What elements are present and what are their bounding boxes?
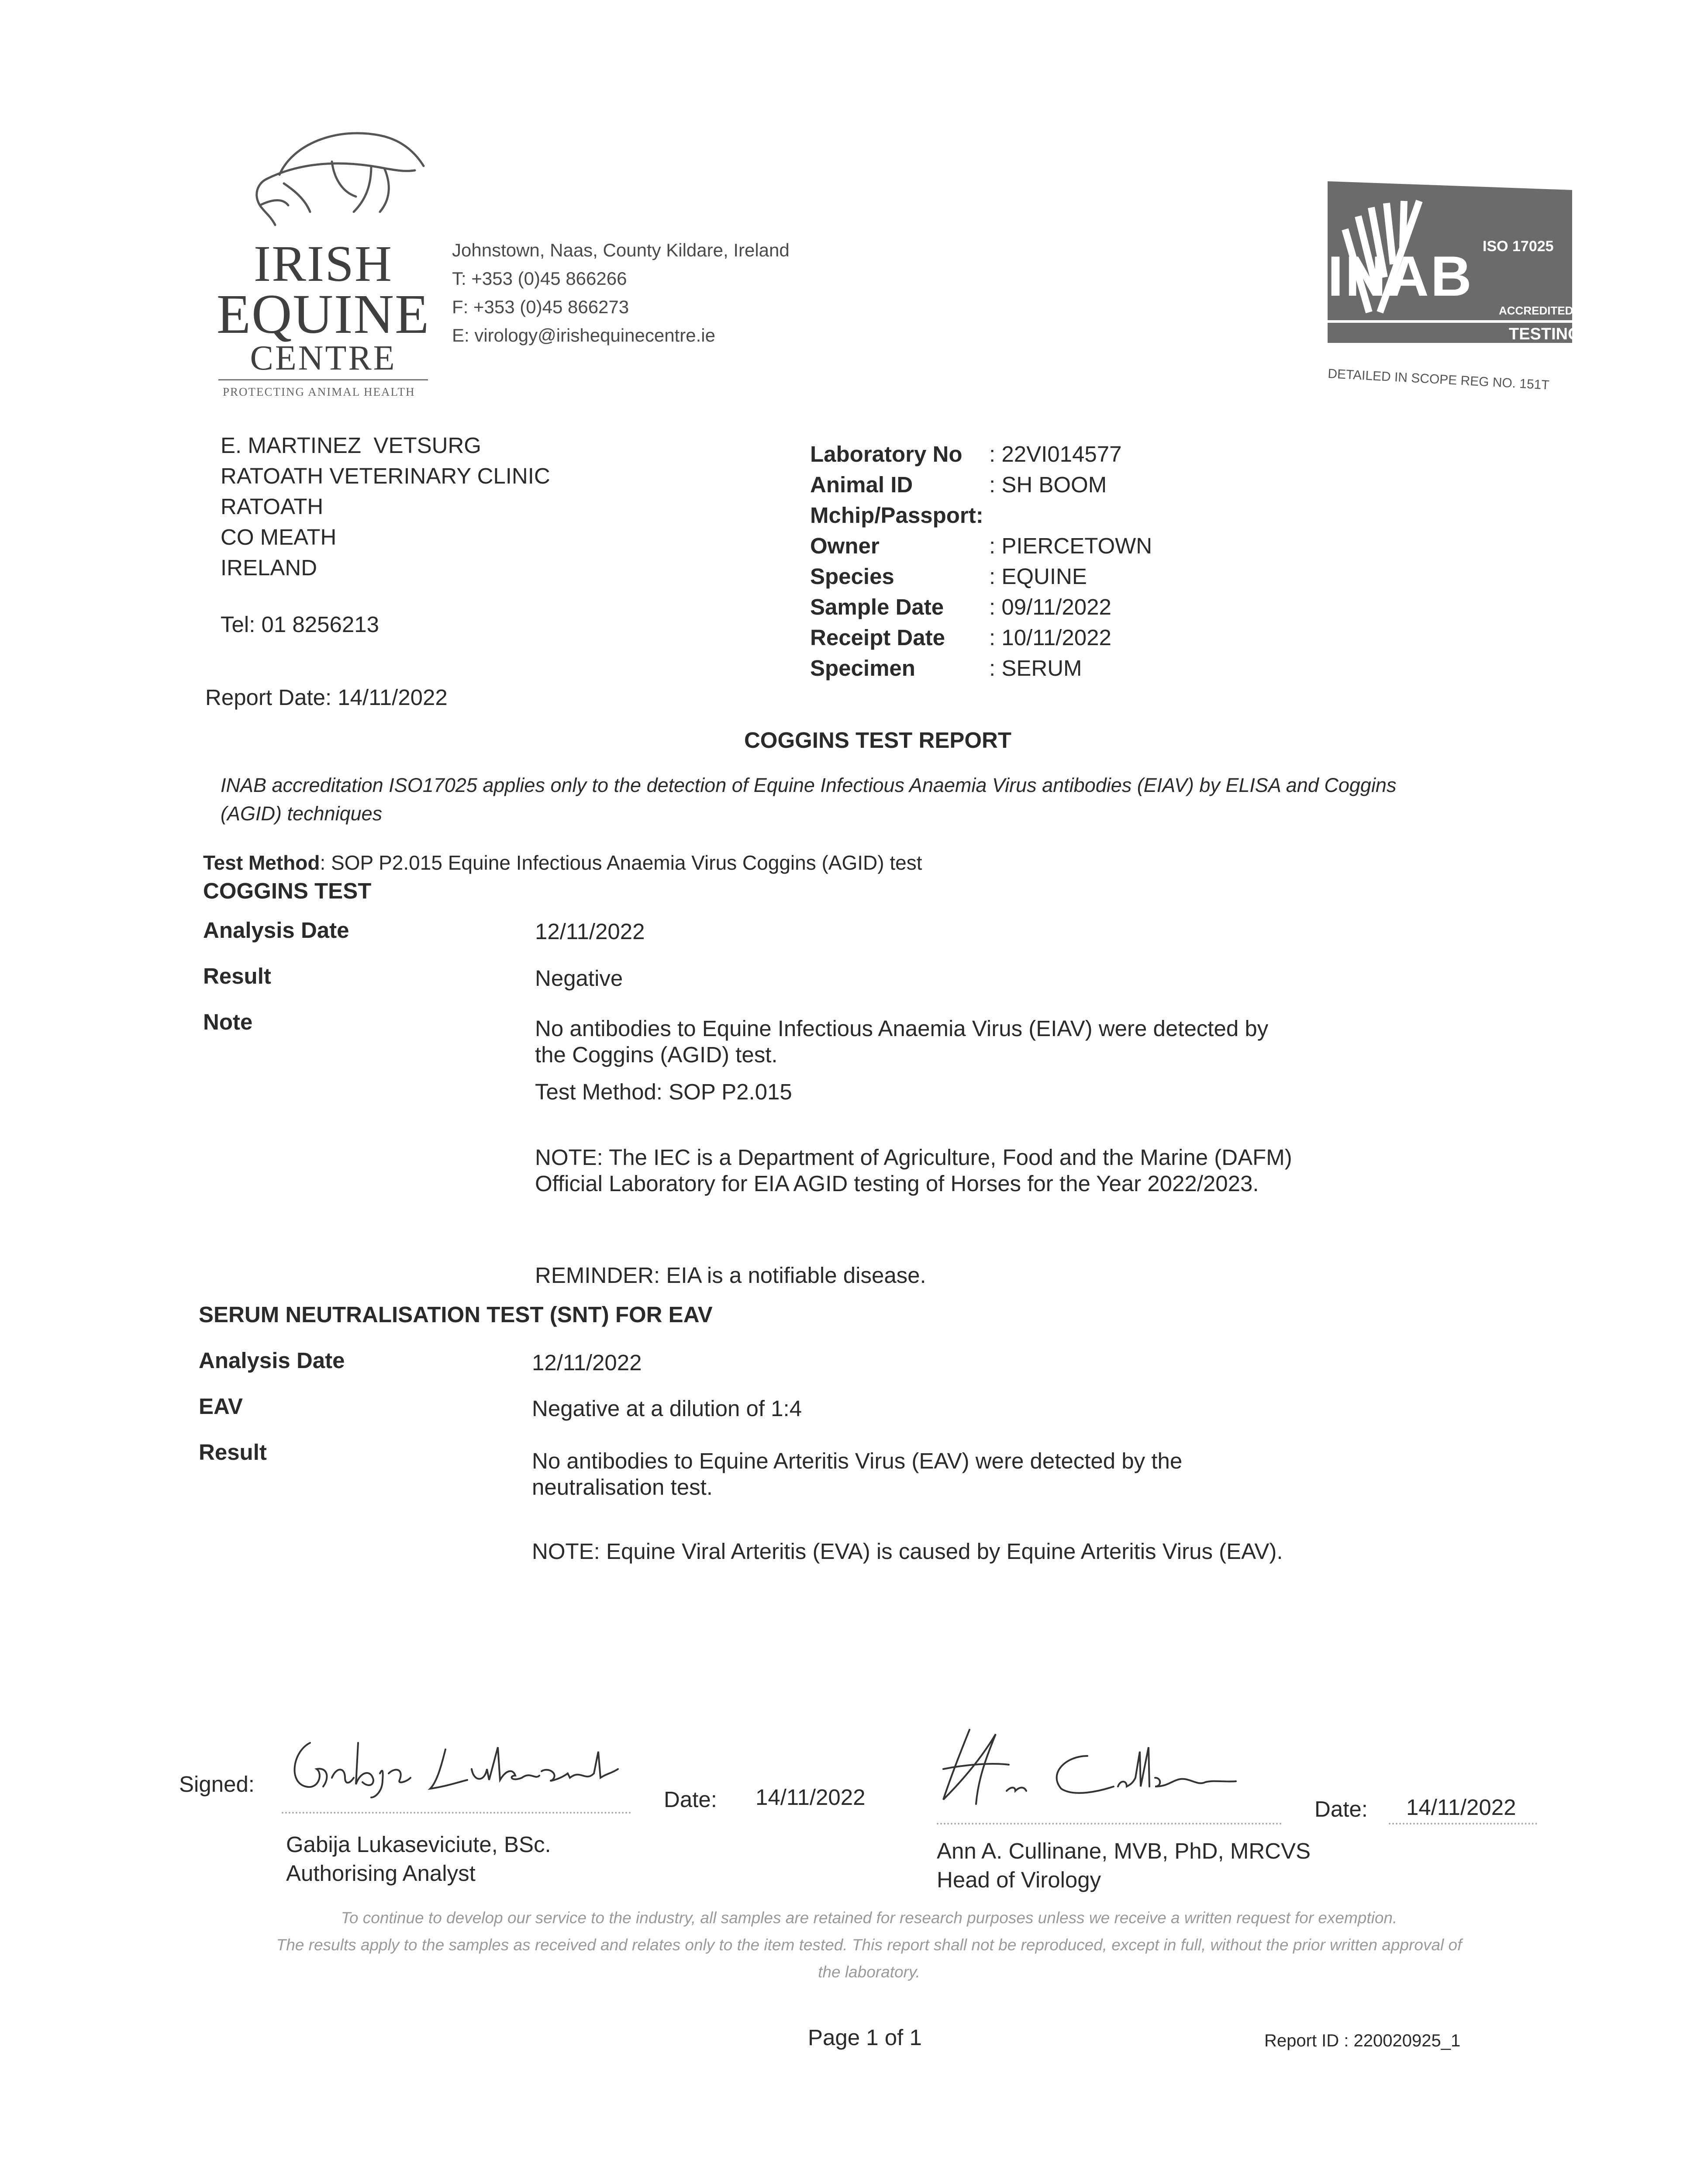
analyst-role: Authorising Analyst: [286, 1861, 476, 1886]
head-signature-line: [937, 1823, 1282, 1825]
badge-brand: INAB: [1328, 244, 1473, 308]
disclaimer: [275, 1904, 1463, 1986]
lab-info-label: Specimen: [810, 656, 915, 681]
coggins-note-paragraph-2: NOTE: The IEC is a Department of Agriculture, Food and the Marine (DAFM) Official Laboratory for EIA AGID testing of Horses for the Year 2022/2023.: [535, 1145, 1292, 1196]
recipient-address: [221, 430, 550, 583]
contact-email: E: virology@irishequinecentre.ie: [452, 325, 715, 346]
report-id: Report ID : 220020925_1: [1264, 2031, 1461, 2050]
lab-info-value: : 22VI014577: [989, 442, 1122, 467]
badge-accredited: ACCREDITED: [1499, 304, 1573, 317]
horse-outline-icon: [240, 118, 424, 232]
lab-info-row: [810, 622, 1152, 653]
report-date: Report Date: 14/11/2022: [205, 685, 448, 710]
lab-info-label: Owner: [810, 533, 880, 558]
inab-accreditation-badge: [1327, 181, 1581, 393]
lab-info-label: Receipt Date: [810, 625, 945, 650]
coggins-heading: COGGINS TEST: [203, 878, 372, 903]
lab-info-value: : 10/11/2022: [989, 625, 1111, 650]
test-method: [203, 851, 922, 874]
accreditation-note: INAB accreditation ISO17025 applies only to the detection of Equine Infectious Anaemia Virus antibodies (EIAV) by ELISA and Coggins (AGID) techniques: [221, 774, 1397, 825]
lab-info-label: Sample Date: [810, 594, 944, 619]
page-number: Page 1 of 1: [808, 2025, 922, 2050]
logo-tagline: PROTECTING ANIMAL HEALTH: [223, 385, 415, 398]
coggins-reminder: REMINDER: EIA is a notifiable disease.: [535, 1263, 926, 1288]
lab-info-value: : SERUM: [989, 656, 1082, 681]
lab-info-value: : EQUINE: [989, 564, 1087, 589]
lab-info-value: : PIERCETOWN: [989, 533, 1152, 558]
lab-info-row: [810, 561, 1152, 592]
recipient-name: E. MARTINEZ VETSURG: [221, 433, 481, 458]
head-role: Head of Virology: [937, 1867, 1101, 1892]
lab-info-value: : 09/11/2022: [989, 594, 1111, 619]
analyst-signature-line: [282, 1812, 631, 1814]
lab-info-table: [810, 439, 1152, 684]
logo-line-2: EQUINE: [216, 283, 430, 345]
badge-testing: TESTING: [1509, 325, 1581, 343]
coggins-note-paragraph-1: No antibodies to Equine Infectious Anaemia Virus (EIAV) were detected by the Coggins (AGID) test.: [535, 1016, 1269, 1067]
head-of-virology-signature: [935, 1725, 1284, 1808]
analyst-date: 14/11/2022: [756, 1785, 866, 1810]
analyst-date-label: Date:: [664, 1787, 717, 1812]
test-method-label: Test Method: [203, 851, 320, 874]
lab-info-label: Laboratory No: [810, 442, 963, 467]
recipient-country: IRELAND: [221, 555, 317, 580]
coggins-note-method: Test Method: SOP P2.015: [535, 1079, 792, 1104]
lab-info-label: Species: [810, 564, 894, 589]
badge-scope: DETAILED IN SCOPE REG NO. 151T: [1327, 366, 1550, 393]
analyst-name: Gabija Lukaseviciute, BSc.: [286, 1832, 551, 1857]
head-date-label: Date:: [1314, 1797, 1368, 1821]
head-name: Ann A. Cullinane, MVB, PhD, MRCVS: [937, 1838, 1311, 1863]
logo-line-1: IRISH: [253, 235, 393, 292]
test-method-value: : SOP P2.015 Equine Infectious Anaemia Virus Coggins (AGID) test: [320, 851, 922, 874]
snt-result-paragraph-1: No antibodies to Equine Arteritis Virus (EAV) were detected by the neutralisation test.: [532, 1448, 1183, 1500]
inab-badge-graphic: [1327, 181, 1581, 393]
lab-info-row: [810, 500, 1152, 531]
irish-equine-centre-logo: [210, 118, 437, 406]
coggins-result: Negative: [535, 966, 623, 991]
contact-block: [452, 236, 790, 349]
lab-info-row: [810, 439, 1152, 470]
snt-heading: SERUM NEUTRALISATION TEST (SNT) FOR EAV: [199, 1302, 713, 1327]
logo-divider: [218, 379, 428, 380]
snt-eav-label: EAV: [199, 1394, 243, 1419]
lab-info-row: [810, 470, 1152, 500]
coggins-analysis-date-label: Analysis Date: [203, 918, 349, 943]
lab-info-label: Mchip/Passport:: [810, 503, 983, 528]
disclaimer-line-2: The results apply to the samples as received and relates only to the item tested. This report shall not be reproduced, except in full, without the prior written approval of the laboratory.: [276, 1936, 1462, 1981]
snt-result-paragraph-2: NOTE: Equine Viral Arteritis (EVA) is caused by Equine Arteritis Virus (EAV).: [532, 1539, 1283, 1564]
disclaimer-line-1: To continue to develop our service to the industry, all samples are retained for research purposes unless we receive a written request for exemption.: [341, 1909, 1397, 1927]
badge-iso: ISO 17025: [1483, 238, 1554, 255]
snt-eav-value: Negative at a dilution of 1:4: [532, 1396, 802, 1421]
lab-info-value: : SH BOOM: [989, 472, 1107, 497]
head-date-line: [1389, 1823, 1537, 1825]
head-name-block: [937, 1837, 1311, 1894]
coggins-note-label: Note: [203, 1009, 253, 1034]
recipient-tel: Tel: 01 8256213: [221, 612, 379, 637]
lab-info-row: [810, 592, 1152, 622]
snt-analysis-date-label: Analysis Date: [199, 1348, 345, 1373]
lab-info-row: [810, 531, 1152, 561]
analyst-signature: [279, 1725, 629, 1800]
recipient-county: CO MEATH: [221, 525, 337, 549]
lab-info-label: Animal ID: [810, 472, 913, 497]
logo-line-3: CENTRE: [250, 339, 397, 377]
signed-label: Signed:: [179, 1772, 255, 1797]
report-title: COGGINS TEST REPORT: [744, 728, 1012, 753]
contact-telephone: T: +353 (0)45 866266: [452, 268, 627, 289]
recipient-town: RATOATH: [221, 494, 324, 519]
head-date: 14/11/2022: [1406, 1795, 1516, 1820]
recipient-clinic: RATOATH VETERINARY CLINIC: [221, 463, 550, 488]
analyst-name-block: [286, 1830, 551, 1888]
contact-address: Johnstown, Naas, County Kildare, Ireland: [452, 240, 790, 260]
snt-analysis-date: 12/11/2022: [532, 1350, 642, 1375]
lab-info-row: [810, 653, 1152, 684]
contact-fax: F: +353 (0)45 866273: [452, 297, 629, 317]
coggins-analysis-date: 12/11/2022: [535, 919, 645, 944]
snt-result-label: Result: [199, 1440, 267, 1465]
coggins-result-label: Result: [203, 964, 271, 988]
